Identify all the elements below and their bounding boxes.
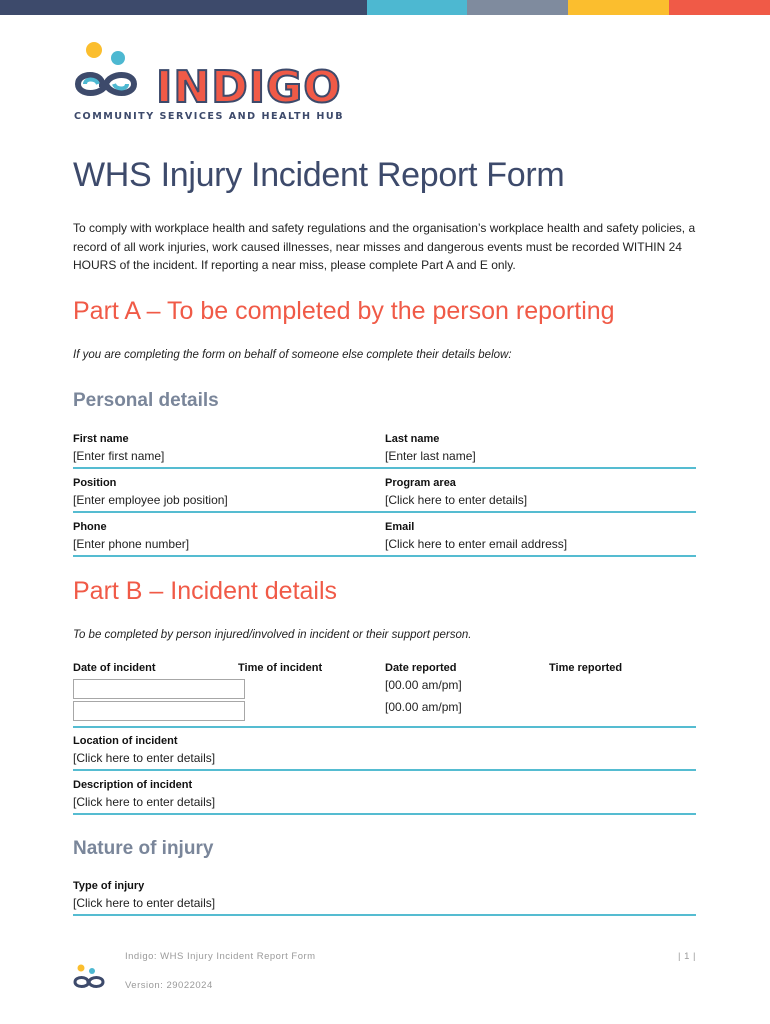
part-a-heading: Part A – To be completed by the person reporting — [73, 297, 615, 325]
part-b-heading: Part B – Incident details — [73, 577, 338, 605]
divider — [73, 914, 696, 916]
time-reported-label: Time reported — [549, 662, 623, 674]
footer-version: Version: 29022024 — [125, 980, 213, 991]
divider — [73, 511, 696, 513]
intro-paragraph: To comply with workplace health and safety regulations and the organisation’s workplace health and safety policies, a record of all work injuries, work caused illnesses, near misses and dangerous events must be recorded WITHIN 24 HOURS of the incident. If reporting a near miss, please complete Part A and E only. — [73, 221, 696, 272]
top-bar-coral — [669, 0, 770, 15]
last-name-label: Last name — [385, 433, 440, 445]
page-title: WHS Injury Incident Report Form — [73, 156, 565, 194]
time-reported-field[interactable]: [00.00 am/pm] — [385, 678, 462, 692]
top-bar-grey — [467, 0, 568, 15]
top-bar-teal — [367, 0, 467, 15]
divider — [73, 813, 696, 815]
description-field[interactable]: [Click here to enter details] — [73, 795, 216, 809]
date-reported-label: Date reported — [385, 662, 457, 674]
last-name-field[interactable]: [Enter last name] — [385, 449, 476, 463]
type-of-injury-label: Type of injury — [73, 880, 145, 892]
footer-page-number: | 1 | — [678, 951, 696, 962]
description-label: Description of incident — [73, 779, 193, 791]
nature-of-injury-heading: Nature of injury — [73, 838, 214, 859]
time-reported-field[interactable]: [00.00 am/pm] — [385, 700, 462, 714]
position-field[interactable]: [Enter employee job position] — [73, 493, 228, 507]
email-field[interactable]: [Click here to enter email address] — [385, 537, 568, 551]
divider — [73, 555, 696, 557]
divider — [73, 769, 696, 771]
part-a-note: If you are completing the form on behalf of someone else complete their details below: — [73, 349, 512, 361]
email-label: Email — [385, 521, 415, 533]
personal-details-heading: Personal details — [73, 390, 219, 411]
phone-field[interactable]: [Enter phone number] — [73, 537, 190, 551]
first-name-field[interactable]: [Enter first name] — [73, 449, 165, 463]
first-name-label: First name — [73, 433, 129, 445]
date-of-incident-input[interactable] — [73, 679, 245, 699]
divider — [73, 467, 696, 469]
position-label: Position — [73, 477, 117, 489]
program-area-field[interactable]: [Click here to enter details] — [385, 493, 528, 507]
indigo-logo — [72, 38, 372, 128]
infinity-people-icon — [78, 42, 134, 93]
svg-text:COMMUNITY SERVICES AND HEALTH: COMMUNITY SERVICES AND HEALTH HUB — [74, 111, 345, 122]
location-label: Location of incident — [73, 735, 178, 747]
part-b-note: To be completed by person injured/involved in incident or their support person. — [73, 629, 472, 641]
top-bar-yellow — [568, 0, 669, 15]
date-of-incident-label: Date of incident — [73, 662, 156, 674]
divider — [73, 726, 696, 728]
indigo-footer-logo-icon — [72, 963, 106, 991]
time-of-incident-input[interactable] — [73, 701, 245, 721]
top-bar-navy — [0, 0, 367, 15]
footer-form-name: Indigo: WHS Injury Incident Report Form — [125, 951, 316, 962]
program-area-label: Program area — [385, 477, 456, 489]
time-of-incident-label: Time of incident — [238, 662, 323, 674]
location-field[interactable]: [Click here to enter details] — [73, 751, 216, 765]
type-of-injury-field[interactable]: [Click here to enter details] — [73, 896, 216, 910]
top-color-bar — [0, 0, 770, 15]
svg-text:INDIGO: INDIGO — [156, 62, 342, 113]
phone-label: Phone — [73, 521, 107, 533]
